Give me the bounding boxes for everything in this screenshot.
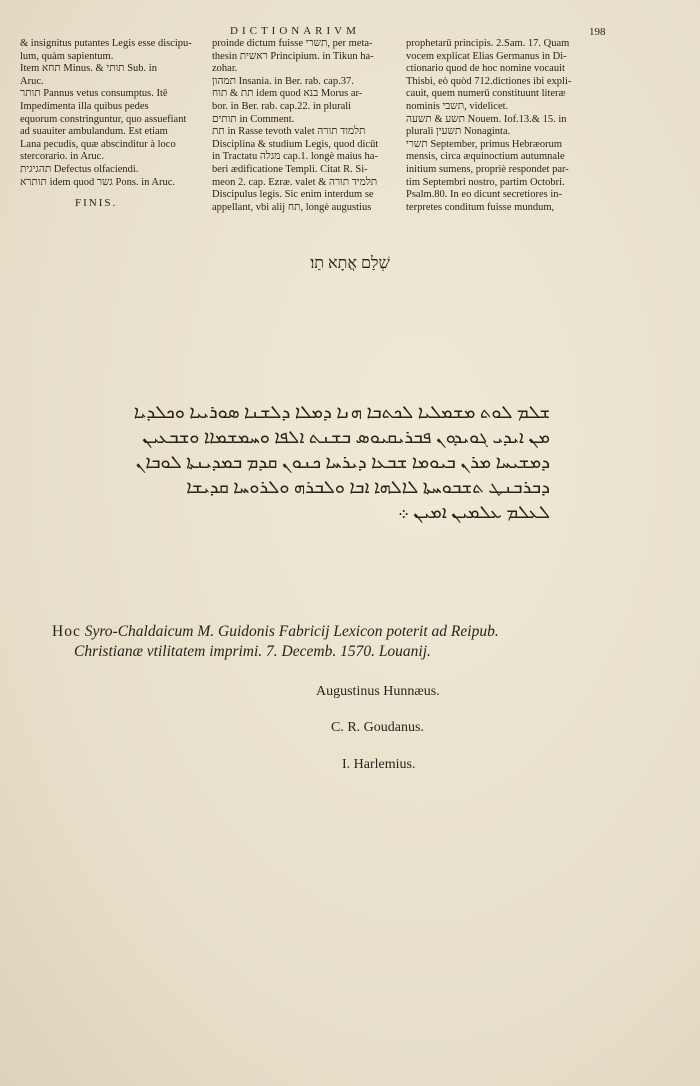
finis-mark: FINIS.: [75, 197, 118, 210]
entry-line: zohar.: [212, 63, 238, 75]
entry-line: תמהון Insania. in Ber. rab. cap.37.: [212, 75, 354, 87]
folio-number: 198: [589, 26, 606, 38]
entry-line: terpretes conditum fuisse mundum,: [406, 201, 555, 213]
syriac-line: ܠܥܠܡ ܥܠܡܝܢ ܐܡܝܢ ܀: [398, 502, 550, 522]
entry-line: nominis תשבי, videlicet.: [406, 100, 509, 112]
entry-line: ctionario quod de hoc nomine vocauit: [406, 63, 565, 75]
entry-line: Impedimenta illa quibus pedes: [20, 100, 149, 112]
hebrew-closing-formula: שְׁלַם אֲתָא תַו׃: [310, 255, 390, 272]
signature-goudanus: C. R. Goudanus.: [331, 720, 424, 735]
entry-line: Discipulus legis. Sic enim interdum se: [212, 189, 374, 201]
approbation-line-1-text: Syro-Chaldaicum M. Guidonis Fabricij Lexicon poterit ad Reipub.: [80, 623, 499, 640]
syriac-line: ܡܢ ܐܝܕܝ ܓܘܝܕܘܢ ܦܒܪܝܩܝܘܣ ܒܫܢܬ ܐܠܦܐ ܘܚܡܫܡܐܐ ܘܫܒܥܝܢ: [142, 427, 550, 447]
entry-line: initium sumens, propriè respondet par-: [406, 163, 569, 175]
entry-line: cauit, quem numerū constituunt literæ: [406, 88, 566, 100]
approbation-lead-word: Hoc: [52, 623, 81, 640]
entry-line: Item תחא Minus. & תותי Sub. in: [20, 63, 157, 75]
entry-line: Thisbi, eò quòd 712.dictiones ibi expli-: [406, 75, 572, 87]
entry-line: Disciplina & studium Legis, quod dicūt: [212, 138, 379, 150]
entry-line: meon 2. cap. Ezræ. valet & תלמיד תורה: [212, 176, 378, 188]
entry-line: תותר Pannus vetus consumptus. Itē: [20, 88, 168, 100]
entry-line: Psalm.80. In eo dicunt secretiores in-: [406, 189, 563, 201]
entry-line: bor. in Ber. rab. cap.22. in plurali: [212, 100, 352, 112]
entry-line: thesin ראשית Principium. in Tikun ha-: [212, 50, 374, 62]
entry-line: תשע & תשעה Nouem. Iof.13.& 15. in: [406, 113, 567, 125]
dictionary-column-3: [406, 38, 606, 214]
approbation-line-1: [52, 622, 612, 642]
syriac-line: ܕܒܪܒܢܛ ܬܫܒܘܚܬܐ ܠܐܠܗܐ ܐܒܐ ܘܠܒܪܗ ܘܠܪܘܚܐ ܩܕܝܫܐ: [186, 477, 550, 497]
entry-line: stercorario. in Aruc.: [20, 151, 104, 163]
entry-line: in Tractatu מגלה cap.1. longè maius ha-: [212, 151, 378, 163]
syriac-colophon: [40, 400, 550, 525]
entry-line: plurali תשעין Nonaginta.: [406, 126, 511, 138]
signature-harlemius: I. Harlemius.: [342, 757, 416, 772]
entry-line: ad suauiter ambulandum. Est etiam: [20, 126, 168, 138]
entry-line: proinde dictum fuisse תשרי, per meta-: [212, 38, 373, 49]
entry-line: mensis, circa æquinoctium autumnale: [406, 151, 565, 163]
running-title: DICTIONARIVM: [230, 25, 360, 37]
entry-line: תותים in Comment.: [212, 113, 295, 125]
entry-line: Aruc.: [20, 75, 44, 87]
entry-line: tim Septembri nostro, partim Octobri.: [406, 176, 565, 188]
entry-line: vocem explicat Elias Germanus in Di-: [406, 50, 567, 62]
entry-line: תת & תוח idem quod בנא Morus ar-: [212, 88, 363, 100]
syriac-line: ܫܠܡ ܠܘܬ ܡܫܡܠܝܐ ܠܟܬܒܐ ܗܢܐ ܕܡܠܐ ܕܠܫܢܐ ܣܘܪܝܝܐ ܘܟܠܕܝܐ: [133, 402, 550, 422]
entry-line: תת in Rasse tevoth valet תלמוד תורה: [212, 126, 366, 138]
dictionary-column-2: [212, 38, 402, 214]
entry-line: appellant, vbi alij תח, longè augustius: [212, 201, 372, 213]
dictionary-column-1: [20, 38, 208, 210]
entry-line: prophetarū principis. 2.Sam. 17. Quam: [406, 38, 570, 49]
entry-line: beri ædificatione Templi. Citat R. Si-: [212, 163, 368, 175]
entry-line: & insignitus putantes Legis esse discipu-: [20, 38, 192, 49]
signature-hunnaeus: Augustinus Hunnæus.: [316, 684, 440, 699]
entry-line: equorum constringuntur, quo assuefiant: [20, 113, 187, 125]
entry-line: lum, quàm sapientum.: [20, 50, 114, 62]
entry-line: תותרא idem quod גשר Pons. in Aruc.: [20, 176, 176, 188]
approbation-text: [52, 622, 612, 662]
entry-line: Lana pecudis, quæ abscinditur à loco: [20, 138, 176, 150]
approbation-line-2: Christianæ vtilitatem imprimi. 7. Decemb. 1570. Louanij.: [74, 643, 431, 660]
entry-line: תשרי September, primus Hebræorum: [406, 138, 563, 150]
entry-line: תהגיגית Defectus olfaciendi.: [20, 163, 139, 175]
syriac-line: ܕܡܫܝܚܐ ܡܪܢ ܒܝܘܡܐ ܫܒܥܐ ܕܝܪܚܐ ܟܢܘܢ ܩܕܡ ܒܡܕܝܢܬܐ ܠܘܒܐܢ: [135, 452, 550, 472]
